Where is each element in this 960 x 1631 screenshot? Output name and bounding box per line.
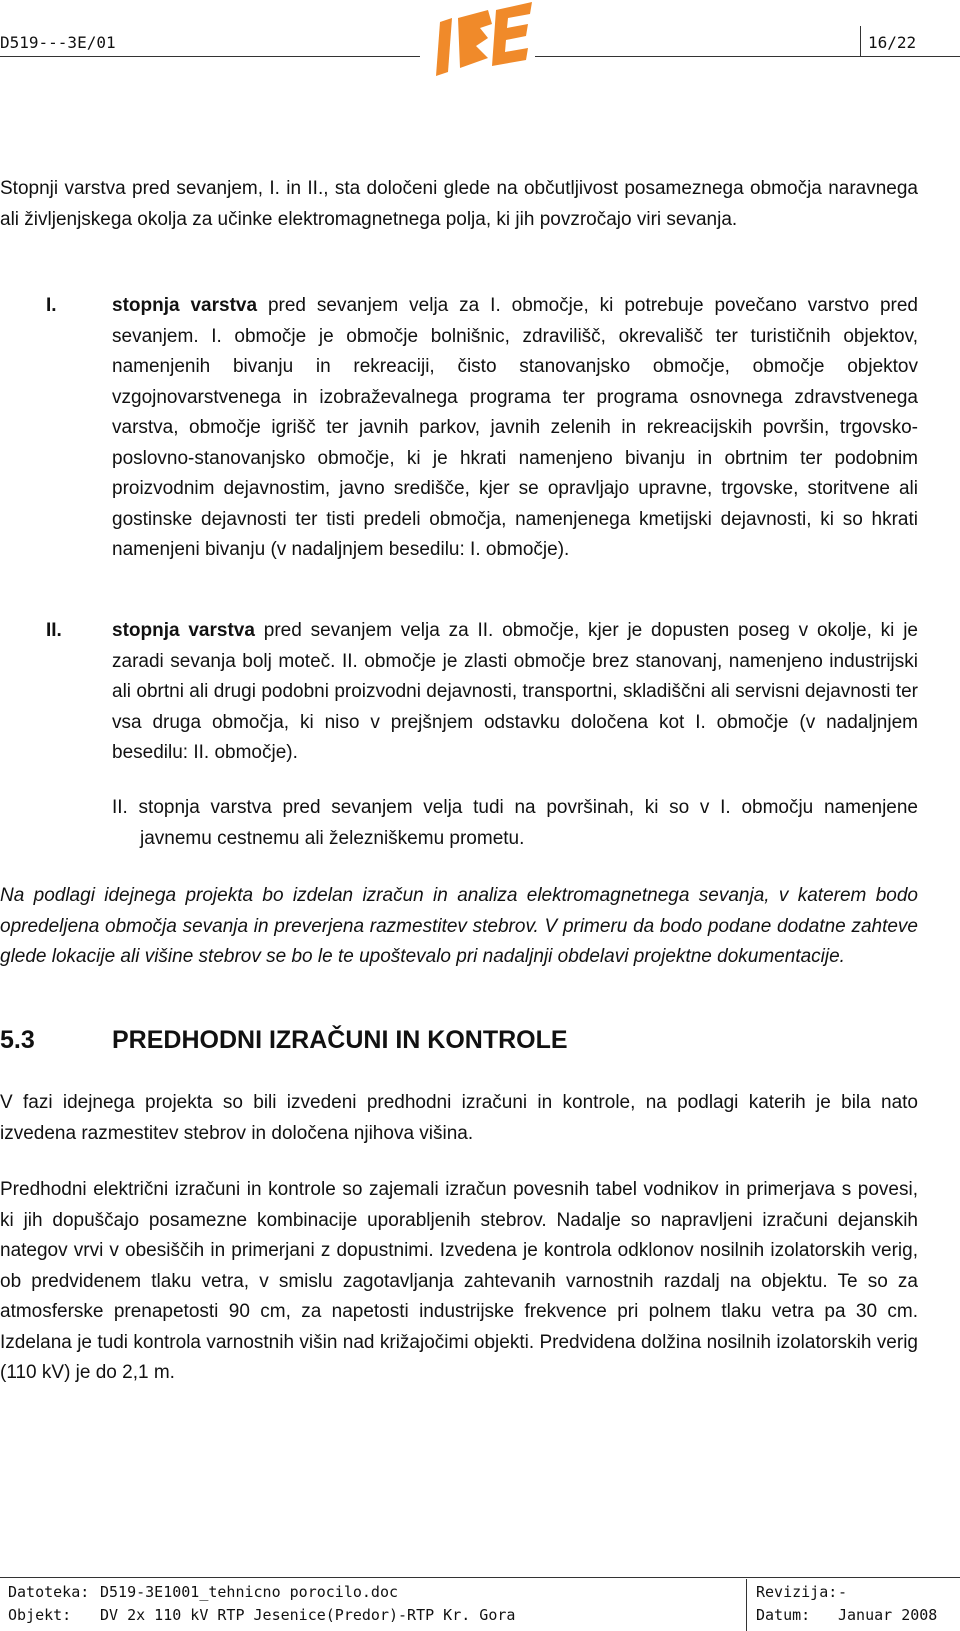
level-2-note-text: II. stopnja varstva pred sevanjem velja tudi na površinah, ki so v I. območju namenjene javnemu cestnemu ali železniškemu prometu. [112, 797, 918, 849]
footer-object-value: DV 2x 110 kV RTP Jesenice(Predor)-RTP Kr. Gora [100, 1606, 516, 1624]
ibe-logo [436, 0, 536, 78]
footer-divider [0, 1577, 960, 1578]
intro-paragraph: Stopnji varstva pred sevanjem, I. in II., sta določeni glede na občutljivost posameznega območja naravnega ali življenjskega okolja za učinke elektromagnetnega polja, ki jih povzročajo viri sevanja. [0, 178, 918, 230]
page-number: 16/22 [868, 33, 917, 52]
footer-revision-value: - [838, 1583, 848, 1601]
level-2-text: pred sevanjem velja za II. območje, kjer je dopusten poseg v okolje, ki je zaradi sevanja bolj moteč. II. območje je zlasti območje brez stanovanj, namenjeno industrijski ali obrtni ali drugi podobni proizvodni dejavnosti, transportni, skladiščni ali servisni dejavnosti ter vsa druga območja, ki niso v prejšnjem odstavku določena kot I. območje (v nadaljnjem besedilu: II. območje). [112, 620, 918, 763]
footer-file-label: Datoteka: [8, 1583, 90, 1601]
level-1-paragraph [112, 291, 918, 566]
document-id: D519---3E/01 [0, 33, 116, 52]
level-2-paragraph [112, 616, 918, 769]
footer-revision-label: Revizija: [756, 1583, 838, 1601]
paragraph-calculations-intro: V fazi idejnega projekta so bili izvedeni predhodni izračuni in kontrole, na podlagi katerih je bila nato izvedena razmestitev stebrov in določena njihova višina. [0, 1092, 918, 1144]
paragraph-calculations-detail: Predhodni električni izračuni in kontrole so zajemali izračun povesnih tabel vodnikov in primerjava s povesi, ki jih dopuščajo posamezne kombinacije uporabljenih stebrov. Nadalje so napravljeni izračuni dejanskih nategov vrvi v obesiščih in primerjani z dopustnimi. Izvedena je kontrola odklonov nosilnih izolatorskih verig, ob predvidenem tlaku vetra, v smislu zagotavljanja zahtevanih varnostnih razdalj na objektu. Te so za atmosferske prenapetosti 90 cm, za napetosti industrijske frekvence pri polnem tlaku vetra pa 30 cm. Izdelana je tudi kontrola varnostnih višin nad križajočimi objekti. Predvidena dolžina nosilnih izolatorskih verig (110 kV) je do 2,1 m. [0, 1179, 918, 1383]
level-2-number: II. [46, 620, 62, 641]
italic-paragraph: Na podlagi idejnega projekta bo izdelan izračun in analiza elektromagnetnega sevanja, v katerem bodo opredeljena območja sevanja in preverjena razmestitev stebrov. V primeru da bodo podane dodatne zahteve glede lokacije ali višine stebrov se bo le te upoštevalo pri nadaljnji obdelavi projektne dokumentacije. [0, 885, 918, 967]
header-tick [860, 26, 861, 56]
footer-object-label: Objekt: [8, 1606, 72, 1624]
footer-file-value: D519-3E1001_tehnicno porocilo.doc [100, 1583, 399, 1601]
header-divider [0, 56, 420, 57]
footer-column-divider [746, 1579, 747, 1631]
level-1-text: pred sevanjem velja za I. območje, ki potrebuje povečano varstvo pred sevanjem. I. območje je območje bolnišnic, zdravilišč, okrevališč ter turističnih objektov, namenjenih bivanju in rekreaciji, čisto stanovanjsko območje, območje objektov vzgojnovarstvenega in izobraževalnega programa ter programa osnovnega zdravstvenega varstva, območje igrišč ter javnih parkov, javnih zelenih in rekreacijskih površin, trgovsko-poslovno-stanovanjsko območje, ki je hkrati namenjeno bivanju in obrtnim ter podobnim proizvodnim dejavnostim, javno središče, kjer se opravljajo upravne, trgovske, storitvene ali gostinske dejavnosti ter tisti predeli območja, namenjenega kmetijski dejavnosti, ki so hkrati namenjeni bivanju (v nadaljnjem besedilu: I. območje). [112, 295, 918, 560]
header-divider [535, 56, 960, 57]
section-title: PREDHODNI IZRAČUNI IN KONTROLE [112, 1026, 568, 1054]
footer-date-value: Januar 2008 [838, 1606, 938, 1624]
footer-date-label: Datum: [756, 1606, 811, 1624]
level-1-term: stopnja varstva [112, 295, 258, 316]
section-number: 5.3 [0, 1026, 35, 1054]
level-1-number: I. [46, 295, 57, 316]
level-2-term: stopnja varstva [112, 620, 255, 641]
level-2-note [112, 793, 918, 854]
